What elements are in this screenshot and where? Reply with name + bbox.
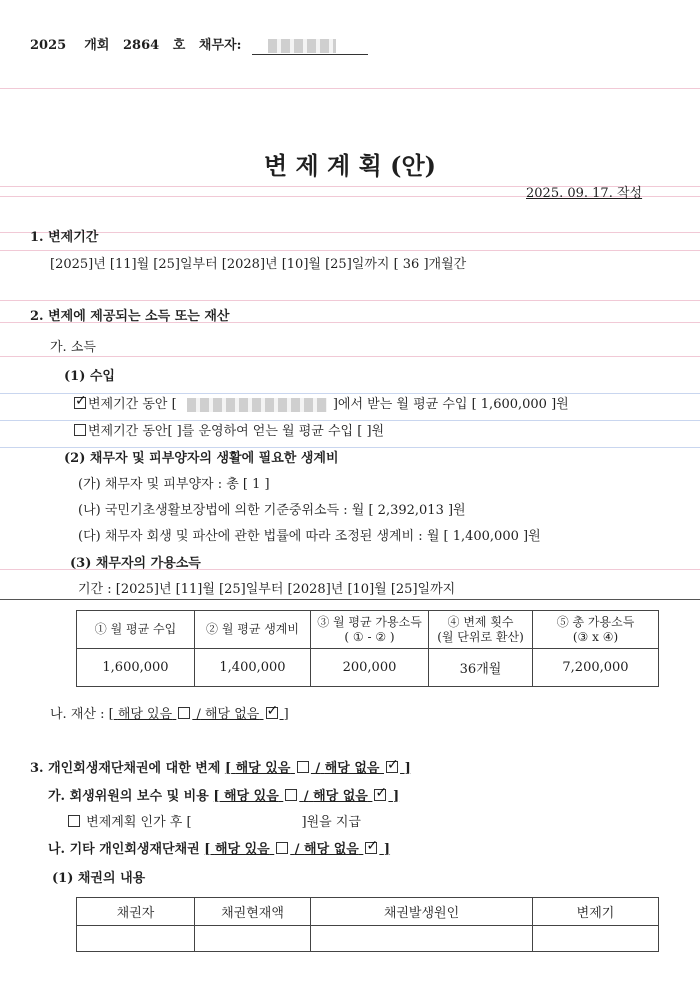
label-gaehoe: 개회: [84, 38, 110, 53]
income-line1-post: ]에서 받는 월 평균 수입 [ 1,600,000 ]원: [332, 397, 569, 412]
scan-line: [0, 420, 700, 421]
claims-table: [76, 897, 659, 952]
living-dependents: (가) 채무자 및 피부양자 : 총 [ 1 ]: [78, 477, 270, 492]
property-options: [ 해당 있음 / 해당 없음 ✓ ]: [109, 707, 289, 722]
property-no-checkbox[interactable]: [266, 707, 278, 719]
sec3-na-no-checkbox[interactable]: [365, 842, 377, 854]
sec2-ga-heading: 가. 소득: [50, 340, 96, 355]
sec1-heading: 1. 변제기간: [30, 230, 99, 245]
table-header-cell: ④ 변제 횟수 (월 단위로 환산): [429, 611, 533, 649]
table-header-cell: 채권자: [77, 898, 195, 926]
written-date: 2025. 09. 17. 작성: [526, 186, 643, 201]
scan-line: [0, 447, 700, 448]
salary-checkbox[interactable]: [74, 397, 86, 409]
table-row: [77, 649, 659, 687]
commission-checkbox[interactable]: [68, 815, 80, 827]
scan-line: [0, 88, 700, 89]
table-cell[interactable]: [195, 926, 311, 952]
income-line2: 변제기간 동안[ ]를 운영하여 얻는 월 평균 수입 [ ]원: [88, 424, 385, 439]
sec2-heading: 2. 변제에 제공되는 소득 또는 재산: [30, 309, 230, 324]
table-cell: 1,600,000: [77, 649, 195, 687]
living-median-income: (나) 국민기초생활보장법에 의한 기준중위소득 : 월 [ 2,392,013 ]원: [78, 503, 466, 518]
table-header-cell: ⑤ 총 가용소득 (③ x ④): [533, 611, 659, 649]
living-heading: (2) 채무자 및 피부양자의 생활에 필요한 생계비: [64, 451, 339, 466]
table-header-row: [77, 898, 659, 926]
table-header-cell: 채권발생원인: [311, 898, 533, 926]
property-no-label: 해당 없음: [205, 707, 260, 722]
label-ho: 호: [172, 38, 186, 53]
scan-line: [0, 232, 700, 233]
income-line-business: [72, 424, 384, 440]
sec3-na-options: [ 해당 있음 / 해당 없음 ✓ ]: [204, 842, 390, 857]
sec3-ga-item: 변제계획 인가 후 [ ]원을 지급: [66, 815, 361, 831]
document-title: 변 제 계 획 (안): [263, 151, 437, 180]
avail-period: 기간 : [2025]년 [11]월 [25]일부터 [2028]년 [10]월 [25]일까지: [78, 582, 456, 597]
table-header-cell: ③ 월 평균 가용소득 ( ① - ② ): [311, 611, 429, 649]
property-label: 나. 재산 :: [50, 707, 105, 722]
property-yes-label: 해당 있음: [117, 707, 173, 722]
table-header-cell: ① 월 평균 수입: [77, 611, 195, 649]
case-year: 2025: [30, 38, 67, 53]
income-line1-pre: 변제기간 동안 [: [88, 397, 177, 412]
sec1-period: [2025]년 [11]월 [25]일부터 [2028]년 [10]월 [25]일까지 [ 36 ]개월간: [50, 257, 467, 272]
avail-heading: (3) 채무자의 가용소득: [70, 556, 201, 571]
sec3-ga-yes-checkbox[interactable]: [285, 789, 297, 801]
table-cell: 36개월: [429, 649, 533, 687]
table-cell[interactable]: [533, 926, 659, 952]
table-cell: 7,200,000: [533, 649, 659, 687]
table-cell: 1,400,000: [195, 649, 311, 687]
property-line: [50, 707, 289, 723]
sec3-na-line: [48, 842, 390, 858]
scan-line: [0, 393, 700, 394]
redacted-employer: [187, 398, 327, 412]
sec3-ga-heading: 가. 회생위원의 보수 및 비용: [48, 789, 209, 804]
scan-line: [0, 356, 700, 357]
table-header-cell: 채권현재액: [195, 898, 311, 926]
table-cell[interactable]: [77, 926, 195, 952]
sec3-na-yes-checkbox[interactable]: [276, 842, 288, 854]
claims-heading: (1) 채권의 내용: [52, 871, 146, 886]
property-yes-checkbox[interactable]: [178, 707, 190, 719]
living-adjusted-cost: (다) 채무자 회생 및 파산에 관한 법률에 따라 조정된 생계비 : 월 [ 1,400,000 ]원: [78, 529, 541, 544]
sec3-ga-line: [48, 789, 399, 805]
table-header-cell: 변제기: [533, 898, 659, 926]
sec3-heading: 3. 개인회생재단채권에 대한 변제: [30, 761, 221, 776]
debtor-underline: [252, 54, 368, 55]
sec3-ga-no-checkbox[interactable]: [374, 789, 386, 801]
income-line-salary: [72, 397, 569, 413]
case-number: 2864: [123, 38, 160, 53]
table-header-row: [77, 611, 659, 649]
sec3-yes-checkbox[interactable]: [297, 761, 309, 773]
table-cell[interactable]: [311, 926, 533, 952]
table-cell: 200,000: [311, 649, 429, 687]
income-heading: (1) 수입: [64, 369, 115, 384]
scan-line: [0, 599, 700, 600]
sec3-na-heading: 나. 기타 개인회생재단채권: [48, 842, 200, 857]
available-income-table: [76, 610, 659, 687]
business-checkbox[interactable]: [74, 424, 86, 436]
table-header-cell: ② 월 평균 생계비: [195, 611, 311, 649]
sec3-ga-options: [ 해당 있음 / 해당 없음 ✓ ]: [213, 789, 399, 804]
sec3-heading-line: [30, 761, 411, 777]
table-row: [77, 926, 659, 952]
scan-line: [0, 300, 700, 301]
case-header: [30, 38, 336, 54]
redacted-debtor-name: [268, 39, 336, 53]
sec3-options: [ 해당 있음 / 해당 없음 ✓ ]: [225, 761, 411, 776]
sec3-no-checkbox[interactable]: [386, 761, 398, 773]
scan-line: [0, 250, 700, 251]
label-debtor: 채무자:: [198, 38, 242, 53]
